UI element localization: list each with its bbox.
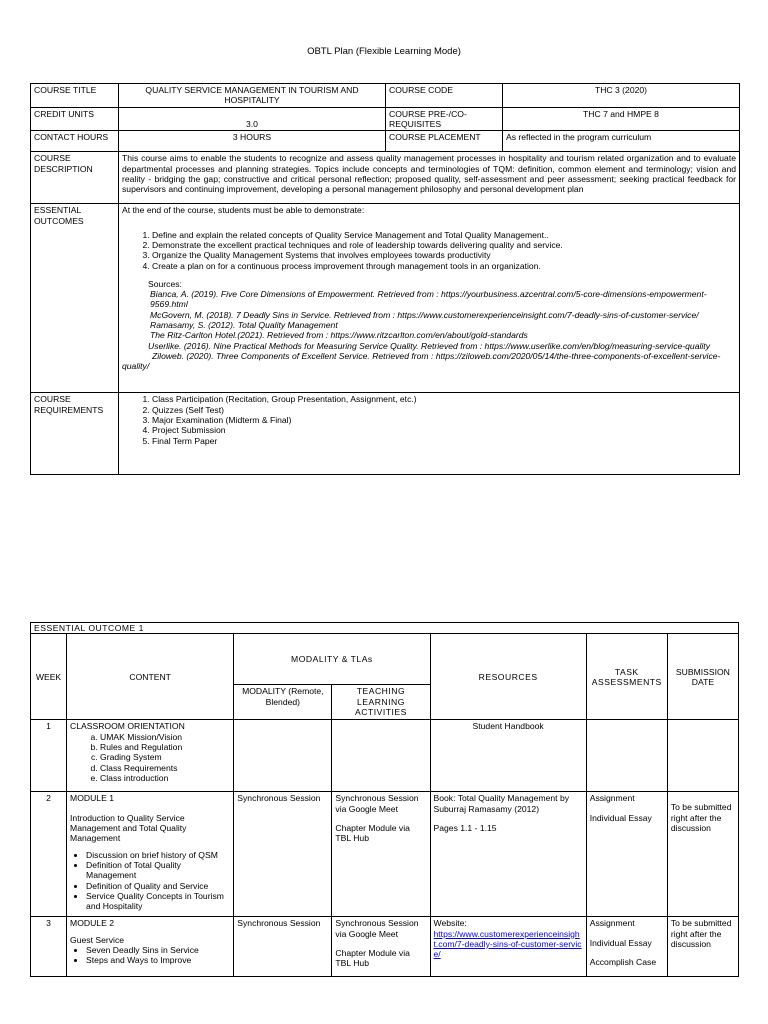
contact-hours-value: 3 HOURS — [119, 131, 386, 152]
table-row — [31, 720, 739, 792]
list-item: • Seven Deadly Sins in Service — [86, 945, 230, 955]
outcomes-intro: At the end of the course, students must be able to demonstrate: — [122, 205, 365, 216]
course-placement-value: As reflected in the program curriculum — [503, 131, 740, 152]
modality-subheader: MODALITY (Remote, Blended) — [234, 685, 332, 720]
week-content — [67, 792, 234, 917]
list-item: c. Grading System — [100, 752, 230, 762]
course-description-text: This course aims to enable the students to recognize and assess quality management processes in hospitality and tourism related organization and to evaluate departmental processes and planning strategies. Topics include concepts and terminologies of TQM: definition, common element and terminology; vision and reality - bridging the gap; constructive and critical personal reflection; proposed quality, self-assessment and peer assessment; seeking practical feedback for supervisors and continuing improvement, developing a personal management philosophy and personal development plan — [119, 152, 740, 204]
requirement-item: 2. Quizzes (Self Test) — [152, 405, 736, 415]
course-code-label: COURSE CODE — [386, 84, 503, 108]
list-item: b. Rules and Regulation — [100, 742, 230, 752]
essential-outcomes-cell — [119, 204, 740, 393]
modality-cell: Synchronous Session — [234, 917, 332, 977]
content-title: MODULE 1 — [70, 793, 114, 804]
resource-label: Website: — [433, 918, 467, 929]
tla-item: Synchronous Session via Google Meet — [335, 793, 419, 814]
module-intro: Introduction to Quality Service Management and Total Quality Management — [70, 812, 187, 844]
tla-cell — [332, 720, 430, 792]
table-row — [31, 917, 739, 977]
task-item: Accomplish Case — [589, 956, 657, 967]
course-requirements-cell — [119, 393, 740, 475]
content-header: CONTENT — [67, 634, 234, 720]
requirement-item: 4. Project Submission — [152, 425, 736, 435]
module-topics — [70, 945, 230, 966]
list-item: • Steps and Ways to Improve — [86, 955, 230, 965]
modality-cell: Synchronous Session — [234, 792, 332, 917]
week-header: WEEK — [31, 634, 67, 720]
source-entry: Ramasamy, S. (2012). Total Quality Management — [150, 320, 338, 331]
outcome-item: 2. Demonstrate the excellent practical techniques and role of leadership towards delivering quality and service. — [152, 240, 736, 250]
resources-cell — [430, 917, 586, 977]
tla-item: Chapter Module via TBL Hub — [335, 822, 410, 844]
list-item: • Definition of Total Quality Management — [86, 860, 230, 881]
submission-date-header: SUBMISSION DATE — [667, 634, 738, 720]
course-placement-label: COURSE PLACEMENT — [386, 131, 503, 152]
week-number: 2 — [31, 792, 67, 917]
tla-cell — [332, 792, 430, 917]
resources-cell: Student Handbook — [430, 720, 586, 792]
resource-link[interactable]: https://www.customerexperienceinsight.com/7-deadly-sins-of-customer-service/ — [433, 928, 582, 960]
course-title-label: COURSE TITLE — [31, 84, 119, 108]
tla-item: Chapter Module via TBL Hub — [335, 947, 410, 969]
task-item: Individual Essay — [589, 937, 652, 948]
content-title: CLASSROOM ORIENTATION — [70, 721, 185, 732]
week-content — [67, 720, 234, 792]
list-item: a. UMAK Mission/Vision — [100, 732, 230, 742]
week-number: 3 — [31, 917, 67, 977]
week-number: 1 — [31, 720, 67, 792]
source-entry: McGovern, M. (2018). 7 Deadly Sins in Service. Retrieved from : https://www.customerexperienceinsight.com/7-deadly-sins-of-customer-service/ — [150, 309, 699, 320]
list-item: d. Class Requirements — [100, 763, 230, 773]
task-item: Individual Essay — [589, 812, 652, 823]
orientation-list — [70, 732, 230, 784]
resource-item: Book: Total Quality Management by Suburraj Ramasamy (2012) — [433, 793, 570, 814]
prerequisites-label: COURSE PRE-/CO-REQUISITES — [386, 107, 503, 131]
outcome-item: 1. Define and explain the related concepts of Quality Service Management and Total Quality Management.. — [152, 230, 736, 240]
outcomes-list — [122, 230, 736, 271]
source-entry: The Ritz-Carlton Hotel.(2021). Retrieved from : https://www.ritzcarlton.com/en/about/gold-standards — [150, 330, 528, 341]
resources-header: RESOURCES — [430, 634, 586, 720]
requirements-list — [122, 394, 736, 446]
submission-cell: To be submitted right after the discussion — [667, 917, 738, 977]
resource-item: Pages 1.1 - 1.15 — [433, 822, 497, 833]
sources-label: Sources: — [148, 278, 182, 289]
requirement-item: 1. Class Participation (Recitation, Group Presentation, Assignment, etc.) — [152, 394, 736, 404]
task-item: Assignment — [589, 793, 635, 804]
source-entry: Ziloweb. (2020). Three Components of Excellent Service. Retrieved from : https://ziloweb.com/2020/05/14/the-three-components-of-excellent-service-quality/ — [122, 351, 721, 372]
modality-cell — [234, 720, 332, 792]
content-title: MODULE 2 — [70, 918, 114, 929]
course-title-value: QUALITY SERVICE MANAGEMENT IN TOURISM AND HOSPITALITY — [119, 84, 386, 108]
submission-cell: To be submitted right after the discussion — [667, 792, 738, 917]
tla-cell — [332, 917, 430, 977]
list-item: • Discussion on brief history of QSM — [86, 850, 230, 860]
document-title: OBTL Plan (Flexible Learning Mode) — [307, 46, 461, 57]
course-code-value: THC 3 (2020) — [503, 84, 740, 108]
resources-cell — [430, 792, 586, 917]
outcome-item: 3. Organize the Quality Management Systems that involves employees towards productivity — [152, 250, 736, 260]
course-requirements-label: COURSE REQUIREMENTS — [31, 393, 119, 475]
task-item: Assignment — [589, 918, 635, 929]
essential-outcome-table — [30, 622, 739, 977]
module-intro: Guest Service — [70, 934, 125, 945]
prerequisites-value: THC 7 and HMPE 8 — [503, 107, 740, 131]
outcome-item: 4. Create a plan on for a continuous process improvement through management tools in an organization. — [152, 261, 736, 271]
credit-units-label: CREDIT UNITS — [31, 107, 119, 131]
list-item: • Service Quality Concepts in Tourism and Hospitality — [86, 891, 230, 912]
modality-tlas-header: MODALITY & TLAs — [234, 634, 430, 685]
source-entry: Userlike. (2016). Nine Practical Methods for Measuring Service Quality. Retrieved from : https://www.userlike.com/en/blog/measuring-service-quality — [148, 340, 710, 351]
requirement-item: 3. Major Examination (Midterm & Final) — [152, 415, 736, 425]
contact-hours-label: CONTACT HOURS — [31, 131, 119, 152]
tla-subheader: TEACHING LEARNING ACTIVITIES — [332, 685, 430, 720]
list-item: e. Class introduction — [100, 773, 230, 783]
credit-units-value: 3.0 — [119, 107, 386, 131]
week-content — [67, 917, 234, 977]
course-description-label: COURSE DESCRIPTION — [31, 152, 119, 204]
module-topics — [70, 850, 230, 912]
list-item: • Definition of Quality and Service — [86, 881, 230, 891]
submission-cell — [667, 720, 738, 792]
essential-outcomes-label: ESSENTIAL OUTCOMES — [31, 204, 119, 393]
task-assessments-header: TASK ASSESSMENTS — [586, 634, 667, 720]
source-entry: Bianca, A. (2019). Five Core Dimensions of Empowerment. Retrieved from : https://yourbusiness.azcentral.com/5-core-dimensions-empowerment-9569.html — [150, 289, 707, 310]
task-cell — [586, 917, 667, 977]
course-info-table — [30, 83, 740, 475]
task-cell — [586, 720, 667, 792]
outcome-caption: ESSENTIAL OUTCOME 1 — [31, 623, 739, 634]
table-row — [31, 792, 739, 917]
requirement-item: 5. Final Term Paper — [152, 436, 736, 446]
tla-item: Synchronous Session via Google Meet — [335, 918, 419, 939]
task-cell — [586, 792, 667, 917]
